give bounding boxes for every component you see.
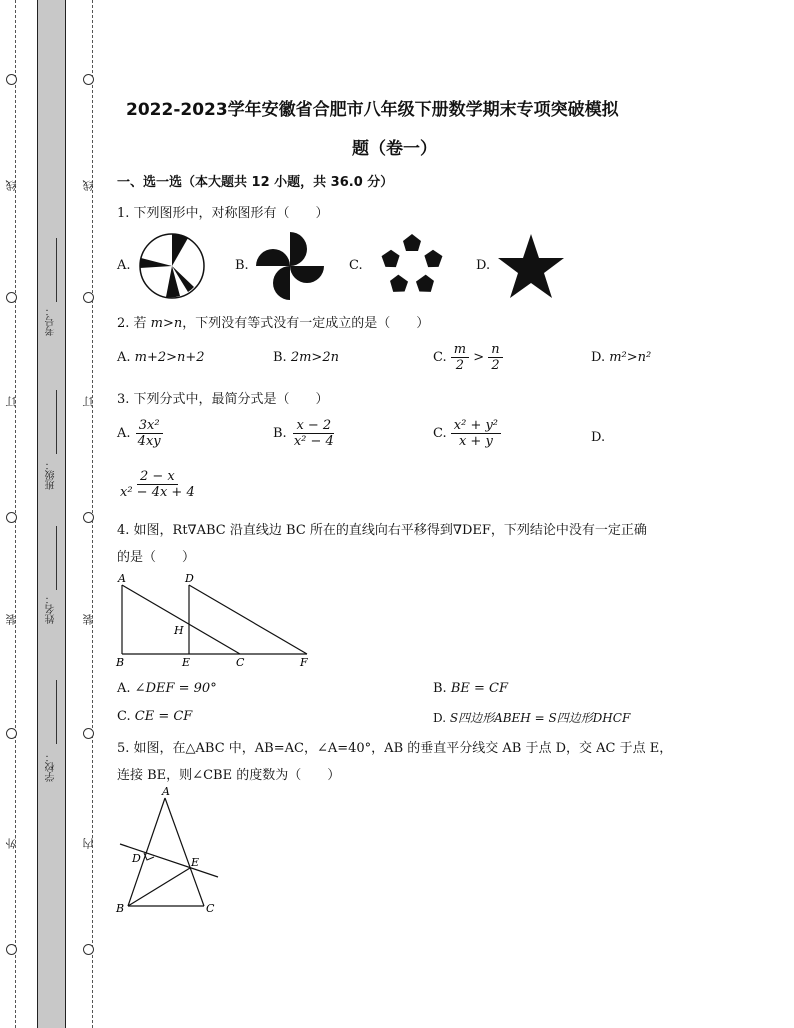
binding-hole <box>6 944 17 955</box>
q3-option-d-label: D. <box>591 430 606 445</box>
binding-hole <box>6 728 17 739</box>
q3-option-a-frac: $\frac{\text{3x²}}{4xy}$ <box>137 418 161 449</box>
q4-option-d <box>433 709 630 726</box>
question-3-stem: 3. 下列分式中，最简分式是（ ） <box>117 392 329 407</box>
school-line <box>56 680 57 744</box>
q4-option-b-label: B. <box>433 681 447 696</box>
q1-option-b-label: B. <box>235 258 249 273</box>
question-5-stem-line1: 5. 如图，在△ABC 中，AB=AC，∠A=40°，AB 的垂直平分线交 AB 于点 D，交 AC 于点 E， <box>117 741 673 756</box>
q4-label-a: A <box>118 572 126 585</box>
q4-label-b: B <box>116 656 125 669</box>
class-line <box>56 390 57 454</box>
q3-option-d-frac-wrap <box>117 469 198 500</box>
section-heading: 一、选一选（本大题共 12 小题，共 36.0 分） <box>117 175 394 190</box>
q4-option-c-label: C. <box>117 709 131 724</box>
q5-label-c: C <box>206 902 215 915</box>
q4-option-c-text: CE = CF <box>134 709 193 724</box>
q4-option-b-text: BE = CF <box>450 681 508 696</box>
q5-label-e: E <box>191 856 200 869</box>
q2-option-d-label: D. <box>591 350 610 365</box>
exam-number-field: 考号： <box>46 306 57 336</box>
q4-option-b <box>433 681 508 696</box>
margin-char: 装 <box>5 614 18 625</box>
q3-option-b-frac: $\frac{x - 2}{\text{x² − 4}}$ <box>293 418 334 449</box>
q5-label-a: A <box>162 785 170 798</box>
q4-option-a <box>117 681 217 696</box>
margin-char: 线 <box>5 180 18 191</box>
binding-hole <box>83 944 94 955</box>
margin-char: 装 <box>82 614 95 625</box>
q1-option-a-label: A. <box>117 258 131 273</box>
question-1-stem: 1. 下列图形中，对称图形有（ ） <box>117 206 329 221</box>
q2-stem-math: m>n <box>150 316 183 331</box>
q2-option-b <box>273 350 339 365</box>
binding-hole <box>83 728 94 739</box>
margin-char: 内 <box>82 838 95 849</box>
q2-stem-post: ，下列没有等式没有一定成立的是（ ） <box>182 316 430 331</box>
question-2-stem <box>117 312 429 331</box>
q4-label-d: D <box>185 572 194 585</box>
q3-option-d-frac: $\frac{2 - x}{\text{x² − 4x + 4}}$ <box>120 469 195 500</box>
q4-label-h: H <box>174 624 184 637</box>
margin-char: 线 <box>82 180 95 191</box>
q2-option-c <box>433 342 503 373</box>
q3-option-b <box>273 418 337 449</box>
q2-option-d-text: m²>n² <box>609 350 652 365</box>
name-line <box>56 526 57 590</box>
binding-hole <box>6 512 17 523</box>
q3-option-a <box>117 418 164 449</box>
q2-option-c-frac-1: $\frac{m}{2}$ <box>451 342 469 373</box>
q2-option-b-label: B. <box>273 350 291 365</box>
q1-option-c-label: C. <box>349 258 363 273</box>
sector-circle-icon <box>136 230 208 302</box>
q3-option-b-label: B. <box>273 426 287 441</box>
q3-option-a-label: A. <box>117 426 131 441</box>
q2-option-c-frac-2: $\frac{n}{2}$ <box>488 342 502 373</box>
q4-label-e: E <box>182 656 191 669</box>
pinwheel-icon <box>254 230 326 302</box>
margin-char: 订 <box>82 396 95 407</box>
margin-char: 订 <box>5 396 18 407</box>
q4-option-d-text: S四边形ABEH = S四边形DHCF <box>449 711 631 725</box>
q2-option-a <box>117 350 205 365</box>
exam-number-line <box>56 238 57 302</box>
binding-hole <box>6 292 17 303</box>
binding-hole <box>83 512 94 523</box>
school-field: 学校： <box>46 752 57 782</box>
binding-strip <box>37 0 66 1028</box>
q2-option-b-text: 2m>2n <box>290 350 339 365</box>
q4-option-d-label: D. <box>433 711 447 725</box>
q3-option-c <box>433 418 501 449</box>
q4-label-c: C <box>236 656 245 669</box>
q3-option-c-frac: $\frac{\text{x² + y²}}{x + y}$ <box>451 418 501 449</box>
binding-hole <box>83 292 94 303</box>
binding-hole <box>6 74 17 85</box>
q2-option-c-op: > <box>473 350 485 365</box>
q5-label-d: D <box>132 852 141 865</box>
q2-option-c-label: C. <box>433 350 451 365</box>
binding-hole <box>83 74 94 85</box>
q1-option-d-label: D. <box>476 258 491 273</box>
q2-option-a-text: m+2>n+2 <box>134 350 205 365</box>
margin-char: 外 <box>5 838 18 849</box>
q2-option-a-label: A. <box>117 350 135 365</box>
q5-label-b: B <box>116 902 125 915</box>
q3-option-c-label: C. <box>433 426 447 441</box>
page-title-line2: 题（卷一） <box>352 139 437 159</box>
page-title: 2022-2023学年安徽省合肥市八年级下册数学期末专项突破模拟 <box>126 100 619 120</box>
q4-label-f: F <box>300 656 308 669</box>
star-icon <box>496 232 566 300</box>
q2-option-d <box>591 350 651 365</box>
q4-option-a-label: A. <box>117 681 131 696</box>
name-field: 姓名： <box>46 594 57 624</box>
question-5-stem-line2: 连接 BE，则∠CBE 的度数为（ ） <box>117 768 341 783</box>
q4-triangle-figure <box>112 570 322 672</box>
q4-option-a-text: ∠DEF = 90° <box>134 681 217 696</box>
question-4-stem-line1: 4. 如图，Rt∇ABC 沿直线边 BC 所在的直线向右平移得到∇DEF，下列结论中没有一定正确 <box>117 523 647 538</box>
question-4-stem-line2: 的是（ ） <box>117 550 196 565</box>
q2-stem-pre: 2. 若 <box>117 316 151 331</box>
q4-option-c <box>117 709 192 724</box>
q5-triangle-figure <box>112 784 224 920</box>
class-field: 班级： <box>46 460 57 490</box>
pentagon-flower-icon <box>377 230 447 300</box>
